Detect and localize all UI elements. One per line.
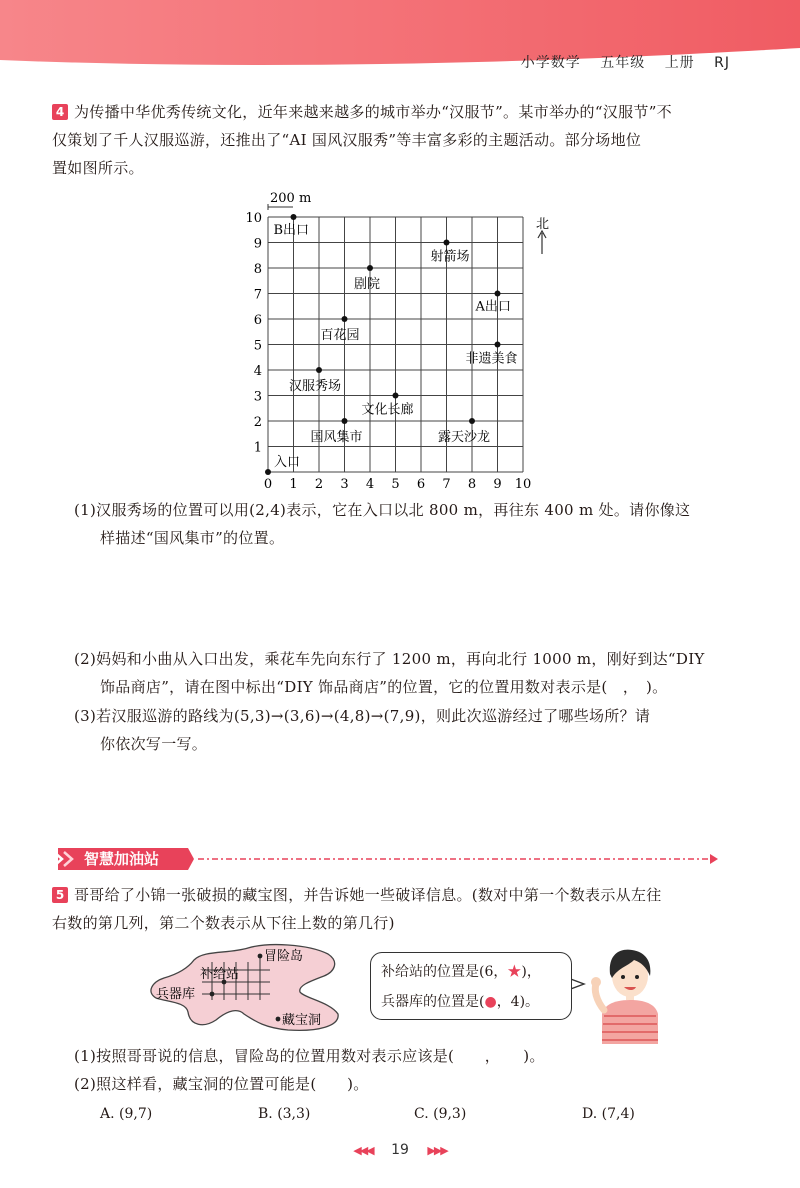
place-label: 射箭场 xyxy=(430,249,470,265)
text-line: 仅策划了千人汉服巡游，还推出了“AI 国风汉服秀”等丰富多彩的主题活动。部分场地位 xyxy=(52,131,642,149)
supply-label: 补给站 xyxy=(200,967,240,982)
text-line: 为传播中华优秀传统文化，近年来越来越多的城市举办“汉服节”。某市举办的“汉服节”不 xyxy=(74,103,672,121)
x-tick-label: 8 xyxy=(467,477,477,492)
place-label: A出口 xyxy=(475,299,511,315)
y-tick-label: 5 xyxy=(253,338,262,354)
answer-space-3[interactable] xyxy=(95,762,735,832)
y-tick-label: 8 xyxy=(253,262,262,277)
sub-question-3 xyxy=(74,702,650,758)
text-line: 哥哥给了小锦一张破损的藏宝图，并告诉她一些破译信息。(数对中第一个数表示从左往 xyxy=(74,886,662,904)
x-tick-label: 4 xyxy=(365,477,375,492)
text-line: (1)按照哥哥说的信息，冒险岛的位置用数对表示应该是( ， )。 xyxy=(74,1047,545,1065)
option-b[interactable]: B. (3,3) xyxy=(258,1106,311,1122)
y-tick-label: 7 xyxy=(253,287,262,303)
q5-sub-1 xyxy=(74,1042,545,1070)
treasure-label: 藏宝洞 xyxy=(282,1013,322,1028)
place-point xyxy=(316,367,322,373)
place-label: 国风集市 xyxy=(310,430,363,445)
text-line: 饰品商店”，请在图中标出“DIY 饰品商店”的位置，它的位置用数对表示是( ， )。 xyxy=(100,678,668,696)
place-point xyxy=(342,316,348,322)
boy-illustration xyxy=(590,944,670,1044)
question-intro xyxy=(52,881,662,937)
coordinate-grid xyxy=(240,188,570,498)
place-label: 非遗美食 xyxy=(465,351,518,367)
text-line: 样描述“国风集市”的位置。 xyxy=(100,529,285,547)
speech-bubble xyxy=(370,952,572,1020)
question-intro xyxy=(52,98,672,182)
q5-sub-2 xyxy=(74,1070,369,1098)
treasure-point xyxy=(276,1017,281,1022)
bubble-text: )， xyxy=(521,964,541,980)
option-d[interactable]: D. (7,4) xyxy=(582,1106,635,1122)
text-line: (1)汉服秀场的位置可以用(2,4)表示，它在入口以北 800 m，再往东 400 m 处。请你像这 xyxy=(74,501,691,519)
question-number: 4 xyxy=(52,104,68,120)
grade-label: 五年级 xyxy=(600,55,646,71)
edition-label: RJ xyxy=(714,55,730,71)
text-line: 右数的第几列，第二个数表示从下往上数的第几行) xyxy=(52,914,395,932)
place-point xyxy=(495,342,501,348)
book-info xyxy=(507,52,730,72)
text-line: (2)照这样看，藏宝洞的位置可能是( )。 xyxy=(74,1075,369,1093)
x-tick-label: 3 xyxy=(340,477,349,492)
answer-space-1[interactable] xyxy=(95,560,735,640)
y-tick-label: 3 xyxy=(253,389,262,405)
page-number: 19 xyxy=(391,1142,409,1158)
bubble-line xyxy=(381,961,571,983)
island-point xyxy=(258,954,263,959)
question-number: 5 xyxy=(52,887,68,903)
x-tick-label: 9 xyxy=(493,477,502,492)
place-label: 汉服秀场 xyxy=(289,379,342,394)
y-tick-label: 1 xyxy=(253,440,262,456)
option-a[interactable]: A. (9,7) xyxy=(100,1106,153,1122)
bubble-line xyxy=(381,991,571,1013)
place-label: 百花园 xyxy=(320,328,360,343)
place-point xyxy=(393,393,399,399)
prev-arrows-icon: ◀◀◀ xyxy=(353,1144,373,1157)
place-point xyxy=(265,469,271,475)
treasure-map xyxy=(148,942,363,1037)
text-line: (3)若汉服巡游的路线为(5,3)→(3,6)→(4,8)→(7,9)，则此次巡游经过了哪些场所？请 xyxy=(74,707,651,725)
place-label: B出口 xyxy=(273,223,310,238)
next-arrows-icon: ▶▶▶ xyxy=(427,1144,447,1157)
island-label: 冒险岛 xyxy=(264,949,304,964)
place-label: 文化长廊 xyxy=(361,402,414,418)
armory-point xyxy=(210,992,215,997)
place-point xyxy=(495,291,501,297)
arrow-right-icon xyxy=(710,854,718,864)
x-tick-label: 10 xyxy=(514,477,532,492)
volume-label: 上册 xyxy=(664,55,695,71)
north-label: 北 xyxy=(536,217,550,232)
place-point xyxy=(342,418,348,424)
place-point xyxy=(291,214,297,220)
x-tick-label: 6 xyxy=(416,477,426,492)
armory-label: 兵器库 xyxy=(156,987,196,1002)
place-point xyxy=(469,418,475,424)
y-tick-label: 6 xyxy=(253,313,262,328)
place-label: 露天沙龙 xyxy=(438,430,491,445)
sub-question-1 xyxy=(74,496,690,552)
x-tick-label: 5 xyxy=(391,477,400,492)
star-icon: ★ xyxy=(507,964,522,980)
y-tick-label: 4 xyxy=(253,364,262,379)
dot-icon: ● xyxy=(484,994,497,1010)
place-label: 入口 xyxy=(274,455,301,470)
y-tick-label: 2 xyxy=(253,415,262,430)
y-tick-label: 10 xyxy=(245,211,262,226)
text-line: 置如图所示。 xyxy=(52,159,144,177)
x-tick-label: 2 xyxy=(314,477,324,492)
place-point xyxy=(444,240,450,246)
x-tick-label: 7 xyxy=(442,477,451,492)
x-tick-label: 0 xyxy=(263,477,273,492)
place-point xyxy=(367,265,373,271)
bubble-text: 兵器库的位置是( xyxy=(381,994,485,1010)
scale-label: 200 m xyxy=(270,191,312,206)
banner-title: 智慧加油站 xyxy=(84,850,160,868)
y-tick-label: 9 xyxy=(253,236,262,252)
bubble-text: 补给站的位置是(6， xyxy=(381,964,508,980)
option-c[interactable]: C. (9,3) xyxy=(414,1106,467,1122)
place-label: 剧院 xyxy=(354,277,381,292)
subject-label: 小学数学 xyxy=(520,55,581,71)
text-line: 你依次写一写。 xyxy=(100,735,208,753)
x-tick-label: 1 xyxy=(289,477,298,492)
page-footer xyxy=(330,1142,470,1158)
text-line: (2)妈妈和小曲从入口出发，乘花车先向东行了 1200 m，再向北行 1000 m，刚好到达“DIY xyxy=(74,650,705,668)
bubble-text: ，4)。 xyxy=(496,994,540,1010)
sub-question-2 xyxy=(74,645,705,701)
